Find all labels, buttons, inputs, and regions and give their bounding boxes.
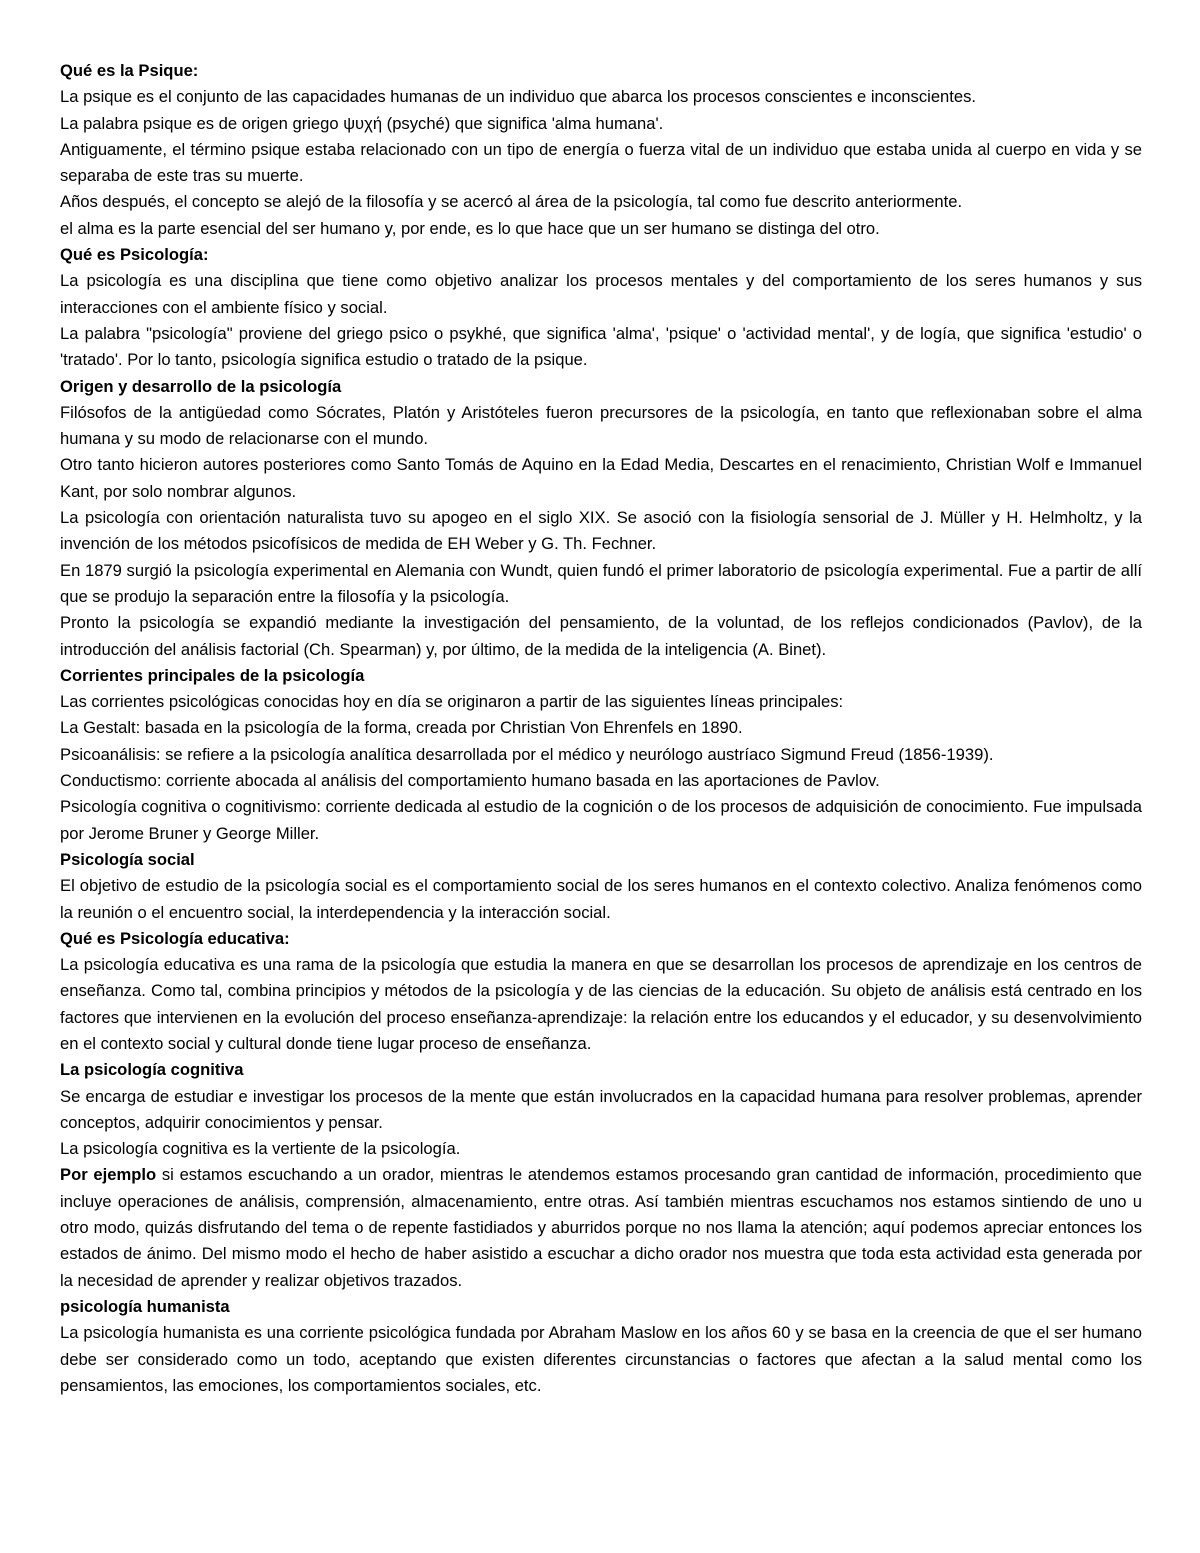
- heading-origen: Origen y desarrollo de la psicología: [60, 376, 342, 396]
- paragraph: Otro tanto hicieron autores posteriores como Santo Tomás de Aquino en la Edad Media, Descartes en el renacimiento, Christian Wolf e Immanuel Kant, por solo nombrar algunos.: [60, 455, 1142, 501]
- paragraph: el alma es la parte esencial del ser humano y, por ende, es lo que hace que un ser humano se distinga del otro.: [60, 218, 880, 238]
- ejemplo-lead: Por ejemplo: [60, 1165, 157, 1185]
- paragraph: La Gestalt: basada en la psicología de la forma, creada por Christian Von Ehrenfels en 1890.: [60, 718, 743, 738]
- paragraph: La psicología humanista es una corriente psicológica fundada por Abraham Maslow en los años 60 y se basa en la creencia de que el ser humano debe ser considerado como un todo, aceptando que existen diferentes circunstancias o factores que afectan a la salud mental como los pensamientos, las emociones, los comportamientos sociales, etc.: [60, 1323, 1142, 1395]
- paragraph: La psique es el conjunto de las capacidades humanas de un individuo que abarca los procesos conscientes e inconscientes.: [60, 87, 977, 107]
- heading-corrientes: Corrientes principales de la psicología: [60, 665, 365, 685]
- ejemplo-text: si estamos escuchando a un orador, mientras le atendemos estamos procesando gran cantidad de información, procedimiento que incluye operaciones de análisis, comprensión, almacenamiento, entre otras. Así también mientras escuchamos nos estamos sintiendo de uno u otro modo, quizás disfrutando del tema o de repente fastidiados y aburridos porque no nos llama la atención; aquí podemos apreciar entonces los estados de ánimo. Del mismo modo el hecho de haber asistido a escuchar a dicho orador nos muestra que toda esta actividad esta generada por la necesidad de aprender y realizar objetivos trazados.: [60, 1165, 1142, 1290]
- paragraph: Se encarga de estudiar e investigar los procesos de la mente que están involucrados en la capacidad humana para resolver problemas, aprender conceptos, adquirir conocimientos y pensar.: [60, 1086, 1142, 1132]
- paragraph: Psicoanálisis: se refiere a la psicología analítica desarrollada por el médico y neurólogo austríaco Sigmund Freud (1856-1939).: [60, 744, 994, 764]
- paragraph-ejemplo: [60, 1162, 1142, 1293]
- paragraph: El objetivo de estudio de la psicología social es el comportamiento social de los seres humanos en el contexto colectivo. Analiza fenómenos como la reunión o el encuentro social, la interdependencia y la interacción social.: [60, 876, 1142, 922]
- heading-educativa: Qué es Psicología educativa:: [60, 928, 290, 948]
- heading-cognitiva: La psicología cognitiva: [60, 1060, 244, 1080]
- paragraph: En 1879 surgió la psicología experimental en Alemania con Wundt, quien fundó el primer laboratorio de psicología experimental. Fue a partir de allí que se produjo la separación entre la filosofía y la psicología.: [60, 560, 1142, 606]
- paragraph: Psicología cognitiva o cognitivismo: corriente dedicada al estudio de la cognición o de los procesos de adquisición de conocimiento. Fue impulsada por Jerome Bruner y George Miller.: [60, 797, 1142, 843]
- heading-psique: Qué es la Psique:: [60, 61, 199, 80]
- paragraph: La palabra "psicología" proviene del griego psico o psykhé, que significa 'alma', 'psique' o 'actividad mental', y de logía, que significa 'estudio' o 'tratado'. Por lo tanto, psicología significa estudio o tratado de la psique.: [60, 323, 1142, 370]
- heading-psicologia: Qué es Psicología:: [60, 245, 209, 265]
- heading-humanista: psicología humanista: [60, 1296, 230, 1316]
- paragraph: Conductismo: corriente abocada al análisis del comportamiento humano basada en las aportaciones de Pavlov.: [60, 771, 880, 791]
- paragraph: La palabra psique es de origen griego ψυχή (psyché) que significa 'alma humana'.: [60, 113, 664, 133]
- paragraph: La psicología es una disciplina que tiene como objetivo analizar los procesos mentales y del comportamiento de los seres humanos y sus interacciones con el ambiente físico y social.: [60, 271, 1142, 317]
- paragraph: Las corrientes psicológicas conocidas hoy en día se originaron a partir de las siguientes líneas principales:: [60, 692, 844, 712]
- paragraph: La psicología con orientación naturalista tuvo su apogeo en el siglo XIX. Se asoció con la fisiología sensorial de J. Müller y H. Helmholtz, y la invención de los métodos psicofísicos de medida de EH Weber y G. Th. Fechner.: [60, 508, 1142, 554]
- paragraph: Antiguamente, el término psique estaba relacionado con un tipo de energía o fuerza vital de un individuo que estaba unida al cuerpo en vida y se separaba de este tras su muerte.: [60, 139, 1142, 186]
- paragraph: La psicología educativa es una rama de la psicología que estudia la manera en que se desarrollan los procesos de aprendizaje en los centros de enseñanza. Como tal, combina principios y métodos de la psicología y de las ciencias de la educación. Su objeto de análisis está centrado en los factores que intervienen en la evolución del proceso enseñanza-aprendizaje: la relación entre los educandos y el educador, y su desenvolvimiento en el contexto social y cultural donde tiene lugar proceso de enseñanza.: [60, 955, 1142, 1053]
- paragraph: Años después, el concepto se alejó de la filosofía y se acercó al área de la psicología, tal como fue descrito anteriormente.: [60, 192, 963, 212]
- heading-social: Psicología social: [60, 849, 195, 869]
- paragraph: Filósofos de la antigüedad como Sócrates, Platón y Aristóteles fueron precursores de la psicología, en tanto que reflexionaban sobre el alma humana y su modo de relacionarse con el mundo.: [60, 402, 1142, 449]
- paragraph: Pronto la psicología se expandió mediante la investigación del pensamiento, de la voluntad, de los reflejos condicionados (Pavlov), de la introducción del análisis factorial (Ch. Spearman) y, por último, de la medida de la inteligencia (A. Binet).: [60, 613, 1142, 659]
- paragraph: La psicología cognitiva es la vertiente de la psicología.: [60, 1139, 461, 1159]
